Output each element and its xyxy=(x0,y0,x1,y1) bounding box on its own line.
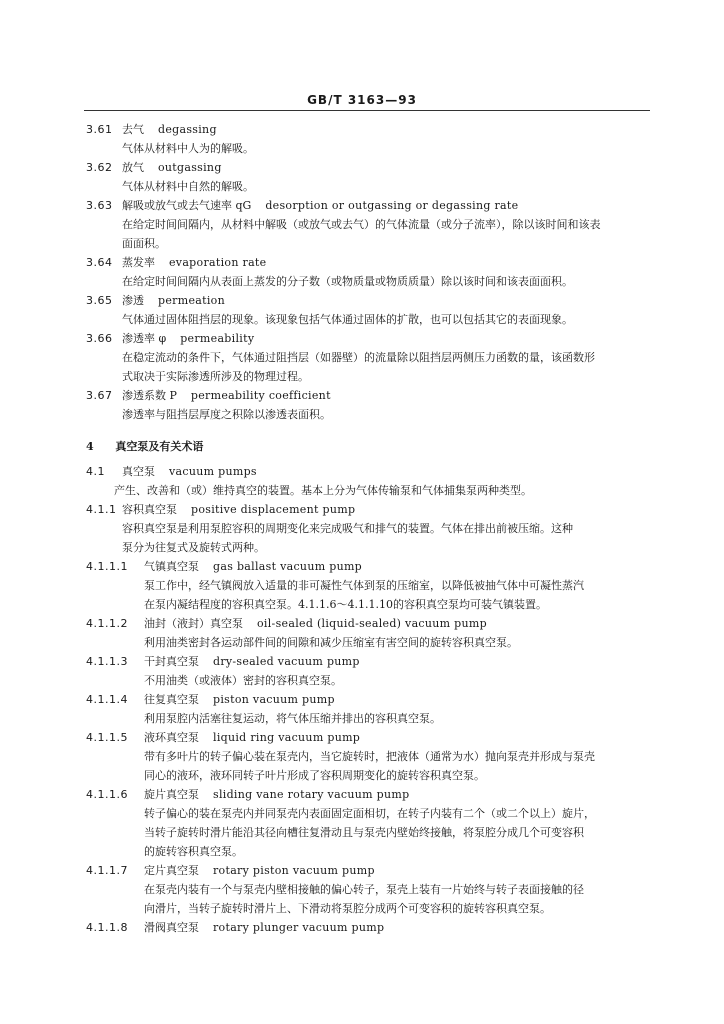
term-entry xyxy=(86,785,656,861)
term-english: piston vacuum pump xyxy=(213,693,335,706)
term-english: liquid ring vacuum pump xyxy=(213,731,361,744)
term-chinese: 定片真空泵 xyxy=(144,864,199,877)
header-rule xyxy=(84,110,650,111)
document-body xyxy=(86,120,656,937)
term-english: desorption or outgassing or degassing rate xyxy=(265,199,519,212)
definition-line: 面面积。 xyxy=(122,237,166,250)
term-chinese: 真空泵 xyxy=(122,465,155,478)
term-entry xyxy=(86,329,656,386)
term-number: 4.1 xyxy=(86,465,105,478)
entries-section-4 xyxy=(86,462,656,937)
definition-line: 同心的液环，液环同转子叶片形成了容积周期变化的旋转容积真空泵。 xyxy=(144,769,485,782)
page-header-title: GB/T 3163—93 xyxy=(307,93,417,107)
term-english: rotary plunger vacuum pump xyxy=(213,921,385,934)
term-entry xyxy=(86,196,656,253)
definition-line: 在给定时间间隔内从表面上蒸发的分子数（或物质量或物质质量）除以该时间和该表面面积。 xyxy=(122,275,573,288)
term-number: 3.61 xyxy=(86,123,113,136)
definition-line: 在泵内凝结程度的容积真空泵。4.1.1.6～4.1.1.10的容积真空泵均可装气镇装置。 xyxy=(144,598,547,611)
definition-line: 的旋转容积真空泵。 xyxy=(144,845,243,858)
term-english: sliding vane rotary vacuum pump xyxy=(213,788,410,801)
term-number: 4.1.1.4 xyxy=(86,693,128,706)
term-english: permeability coefficient xyxy=(190,389,331,402)
term-chinese: 干封真空泵 xyxy=(144,655,199,668)
definition-line: 容积真空泵是利用泵腔容积的周期变化来完成吸气和排气的装置。气体在排出前被压缩。这种 xyxy=(122,522,573,535)
term-entry xyxy=(86,728,656,785)
definition-line: 当转子旋转时滑片能沿其径向槽往复滑动且与泵壳内壁始终接触，将泵腔分成几个可变容积 xyxy=(144,826,584,839)
term-chinese: 容积真空泵 xyxy=(122,503,177,516)
term-english: permeability xyxy=(180,332,255,345)
definition-line: 在泵壳内装有一个与泵壳内壁相接触的偏心转子，泵壳上装有一片始终与转子表面接触的径 xyxy=(144,883,584,896)
definition-line: 利用油类密封各运动部件间的间隙和减少压缩室有害空间的旋转容积真空泵。 xyxy=(144,636,518,649)
section-heading xyxy=(86,436,656,458)
term-english: vacuum pumps xyxy=(169,465,257,478)
definition-line: 带有多叶片的转子偏心装在泵壳内，当它旋转时，把液体（通常为水）抛向泵壳并形成与泵壳 xyxy=(144,750,595,763)
definition-line: 气体通过固体阻挡层的现象。该现象包括气体通过固体的扩散，也可以包括其它的表面现象。 xyxy=(122,313,573,326)
definition-line: 不用油类（或液体）密封的容积真空泵。 xyxy=(144,674,342,687)
term-chinese: 解吸或放气或去气速率 qG xyxy=(122,199,252,212)
term-entry xyxy=(86,557,656,614)
definition-line: 泵工作中，经气镇阀放入适量的非可凝性气体到泵的压缩室，以降低被抽气体中可凝性蒸汽 xyxy=(144,579,584,592)
term-english: gas ballast vacuum pump xyxy=(213,560,363,573)
definition-line: 产生、改善和（或）维持真空的装置。基本上分为气体传输泵和气体捕集泵两种类型。 xyxy=(114,484,532,497)
term-entry xyxy=(86,120,656,158)
term-number: 4.1.1.2 xyxy=(86,617,128,630)
term-number: 4.1.1.3 xyxy=(86,655,128,668)
term-chinese: 旋片真空泵 xyxy=(144,788,199,801)
entries-section-3 xyxy=(86,120,656,424)
term-entry xyxy=(86,918,656,937)
term-chinese: 油封（液封）真空泵 xyxy=(144,617,243,630)
term-entry xyxy=(86,861,656,918)
term-number: 3.64 xyxy=(86,256,113,269)
term-number: 4.1.1.5 xyxy=(86,731,128,744)
definition-line: 利用泵腔内活塞往复运动，将气体压缩并排出的容积真空泵。 xyxy=(144,712,441,725)
term-english: permeation xyxy=(158,294,225,307)
term-english: outgassing xyxy=(158,161,222,174)
term-chinese: 去气 xyxy=(122,123,144,136)
term-chinese: 蒸发率 xyxy=(122,256,155,269)
term-english: dry-sealed vacuum pump xyxy=(213,655,360,668)
term-number: 4.1.1.1 xyxy=(86,560,128,573)
term-number: 4.1.1.8 xyxy=(86,921,128,934)
term-chinese: 放气 xyxy=(122,161,144,174)
definition-line: 式取决于实际渗透所涉及的物理过程。 xyxy=(122,370,309,383)
term-chinese: 渗透率 φ xyxy=(122,332,167,345)
term-entry xyxy=(86,158,656,196)
term-number: 3.65 xyxy=(86,294,113,307)
section-number: 4 xyxy=(86,440,94,453)
definition-line: 转子偏心的装在泵壳内并同泵壳内表面固定面相切，在转子内装有二个（或二个以上）旋片， xyxy=(144,807,595,820)
term-english: rotary piston vacuum pump xyxy=(213,864,375,877)
term-entry xyxy=(86,690,656,728)
term-chinese: 渗透系数 P xyxy=(122,389,177,402)
definition-line: 向滑片，当转子旋转时滑片上、下滑动将泵腔分成两个可变容积的旋转容积真空泵。 xyxy=(144,902,551,915)
term-entry xyxy=(86,652,656,690)
term-english: degassing xyxy=(158,123,217,136)
definition-line: 气体从材料中人为的解吸。 xyxy=(122,142,254,155)
term-entry xyxy=(86,253,656,291)
term-entry xyxy=(86,500,656,557)
term-entry xyxy=(86,386,656,424)
term-english: evaporation rate xyxy=(169,256,267,269)
term-number: 3.63 xyxy=(86,199,113,212)
definition-line: 气体从材料中自然的解吸。 xyxy=(122,180,254,193)
term-number: 3.66 xyxy=(86,332,113,345)
term-number: 3.67 xyxy=(86,389,113,402)
term-number: 4.1.1 xyxy=(86,503,117,516)
term-chinese: 液环真空泵 xyxy=(144,731,199,744)
term-chinese: 滑阀真空泵 xyxy=(144,921,199,934)
term-number: 3.62 xyxy=(86,161,113,174)
definition-line: 渗透率与阻挡层厚度之积除以渗透表面积。 xyxy=(122,408,331,421)
term-entry xyxy=(86,614,656,652)
term-number: 4.1.1.7 xyxy=(86,864,128,877)
term-chinese: 渗透 xyxy=(122,294,144,307)
term-number: 4.1.1.6 xyxy=(86,788,128,801)
term-chinese: 往复真空泵 xyxy=(144,693,199,706)
term-chinese: 气镇真空泵 xyxy=(144,560,199,573)
term-entry xyxy=(86,462,656,500)
section-title: 真空泵及有关术语 xyxy=(115,440,204,453)
term-english: positive displacement pump xyxy=(191,503,356,516)
definition-line: 在稳定流动的条件下，气体通过阻挡层（如器壁）的流量除以阻挡层两侧压力函数的量，该函数形 xyxy=(122,351,595,364)
term-entry xyxy=(86,291,656,329)
definition-line: 在给定时间间隔内，从材料中解吸（或放气或去气）的气体流量（或分子流率），除以该时间和该表 xyxy=(122,218,601,231)
term-english: oil-sealed (liquid-sealed) vacuum pump xyxy=(257,617,487,630)
definition-line: 泵分为往复式及旋转式两种。 xyxy=(122,541,265,554)
